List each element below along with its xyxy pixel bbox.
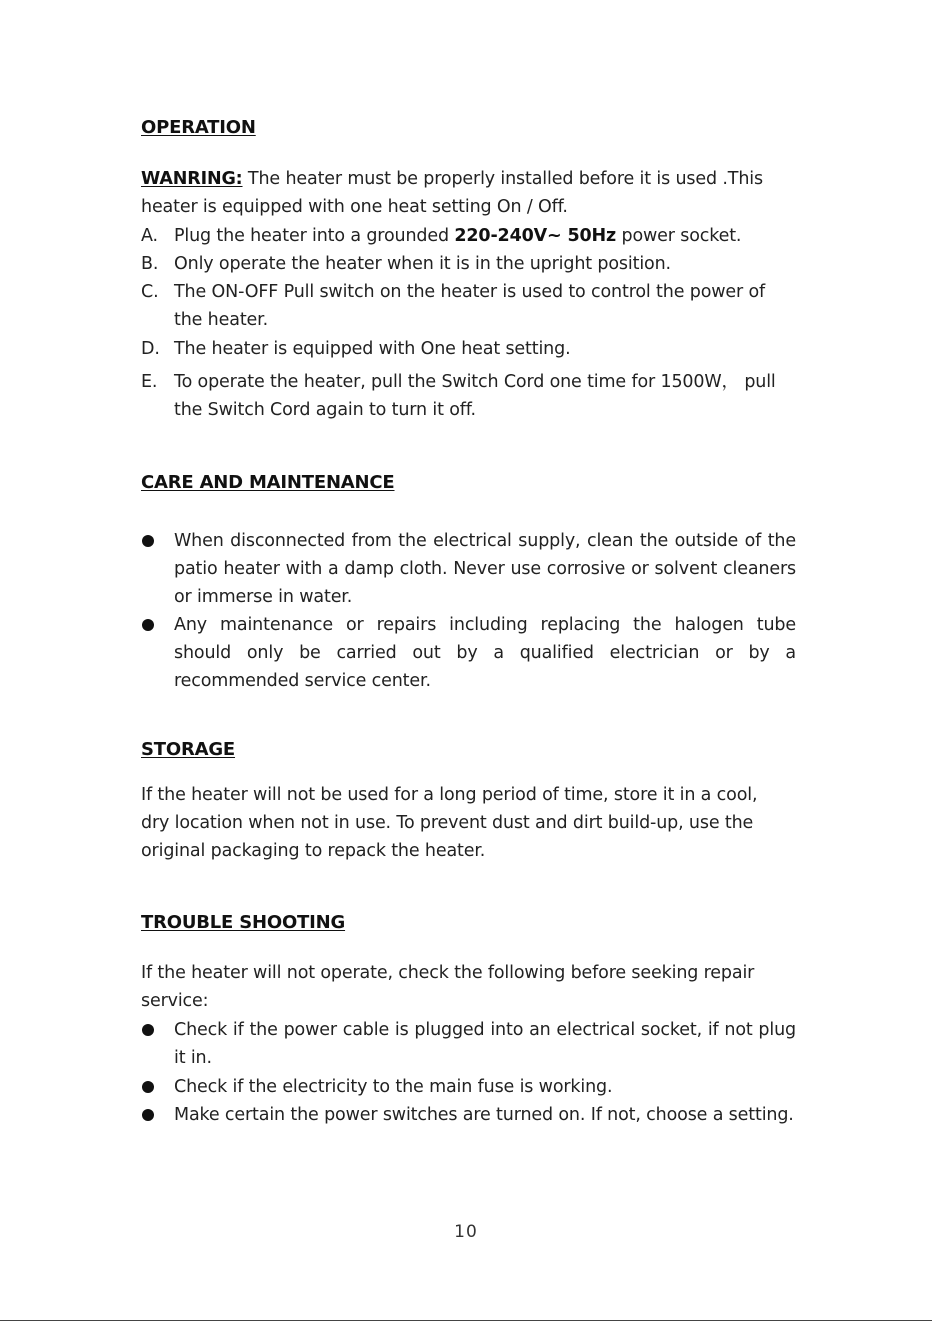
care-item: [141, 611, 796, 696]
operation-heading: OPERATION: [141, 117, 256, 138]
bullet-icon: [142, 619, 154, 631]
operation-item-c: [141, 278, 796, 334]
item-text-post: power socket.: [616, 226, 742, 246]
list-item-text: Check if the electricity to the main fuse is working.: [174, 1077, 613, 1097]
list-item-text: Any maintenance or repairs including replacing the halogen tube should only be carried out by a qualified electrician or by a recommended service center.: [174, 615, 796, 692]
list-item-text: To operate the heater, pull the Switch Cord one time for 1500W， pull the Switch Cord again to turn it off.: [174, 372, 776, 421]
item-text-pre: Plug the heater into a grounded: [174, 226, 455, 246]
bullet-icon: [142, 1109, 154, 1121]
care-item: [141, 527, 796, 612]
bullet-icon: [142, 1081, 154, 1093]
voltage-rating: 220-240V~ 50Hz: [454, 226, 617, 246]
list-marker: C.: [141, 282, 159, 302]
trouble-item: [141, 1101, 796, 1129]
storage-paragraph: If the heater will not be used for a long period of time, store it in a cool, dry location when not in use. To prevent dust and dirt build-up, use the original packaging to repack the heater.: [141, 785, 758, 862]
list-marker: E.: [141, 372, 158, 392]
list-marker: B.: [141, 254, 159, 274]
operation-item-a: [141, 222, 796, 250]
trouble-heading: TROUBLE SHOOTING: [141, 912, 346, 933]
page-number: 10: [454, 1222, 478, 1242]
list-item-text: When disconnected from the electrical supply, clean the outside of the patio heater with a damp cloth. Never use corrosive or solvent cleaners or immerse in water.: [174, 531, 796, 608]
operation-item-b: [141, 250, 796, 278]
list-item-text: The heater is equipped with One heat setting.: [174, 339, 571, 359]
care-heading: CARE AND MAINTENANCE: [141, 472, 395, 493]
warning-text: The heater must be properly installed before it is used .This heater is equipped with one heat setting On / Off.: [141, 169, 763, 218]
operation-item-e: [141, 368, 796, 424]
bullet-icon: [142, 1024, 154, 1036]
bullet-icon: [142, 535, 154, 547]
list-item-text: Check if the power cable is plugged into an electrical socket, if not plug it in.: [174, 1020, 796, 1069]
list-item-text: [174, 222, 796, 250]
list-marker: A.: [141, 226, 158, 246]
warning-label: WANRING:: [141, 169, 243, 189]
storage-heading: STORAGE: [141, 739, 236, 760]
list-item-text: The ON-OFF Pull switch on the heater is used to control the power of the heater.: [174, 282, 766, 331]
page-bottom-rule: [0, 1320, 932, 1321]
list-item-text: Make certain the power switches are turned on. If not, choose a setting.: [174, 1105, 794, 1125]
trouble-intro: If the heater will not operate, check the following before seeking repair service:: [141, 963, 755, 1012]
trouble-item: [141, 1016, 796, 1072]
list-item-text: Only operate the heater when it is in the upright position.: [174, 254, 671, 274]
list-marker: D.: [141, 339, 160, 359]
operation-item-d: [141, 335, 796, 363]
warning-paragraph: [141, 165, 781, 221]
trouble-item: [141, 1073, 796, 1101]
